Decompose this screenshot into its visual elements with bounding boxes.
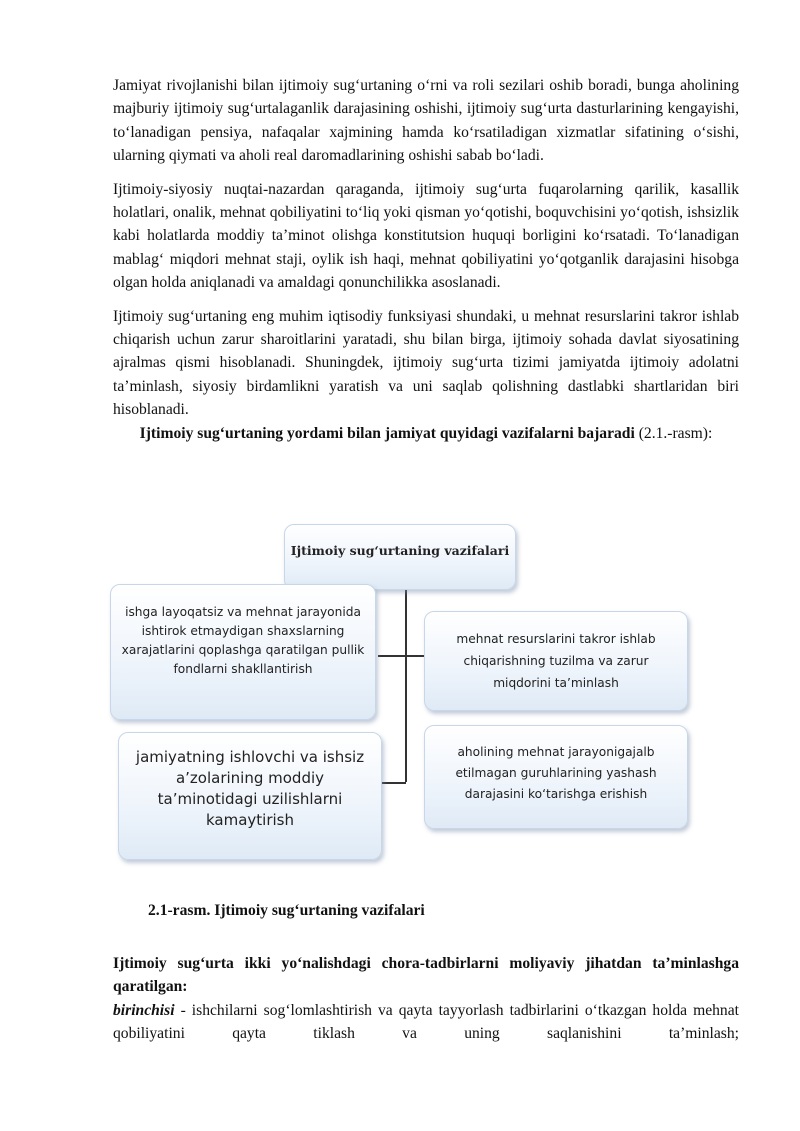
body-text [113, 74, 739, 445]
figure-caption: 2.1-rasm. Ijtimoiy sug‘urtaning vazifalari [148, 902, 425, 919]
diagram-intro-bold: Ijtimoiy sug‘urtaning yordami bilan jamiyat quyidagi vazifalarni bajaradi [139, 424, 635, 442]
bottom-text [113, 952, 739, 1046]
box-funds-formation [110, 584, 376, 720]
box-reduce-gaps [118, 732, 382, 860]
box-living-standard [424, 725, 688, 829]
paragraph-3: Ijtimoiy sug‘urtaning eng muhim iqtisodiy funksiyasi shundaki, u mehnat resurslarini takror ishlab chiqarish uchun zarur sharoitlarini yaratadi, shu bilan birga, ijtimoiy sohada davlat siyosatining ajralmas qismi hisoblanadi. Shuningdek, ijtimoiy sug‘urta tizimi jamiyatda ijtimoiy adolatni ta’minlash, siyosiy birdamlikni yaratish va uni saqlab qolishning dastlabki shartlaridan biri hisoblanadi. [113, 307, 739, 419]
connector-right-1 [406, 655, 426, 657]
diagram-title: Ijtimoiy sug‘urtaning vazifalari [290, 543, 510, 558]
first-direction-paragraph [113, 999, 739, 1046]
box-labor-resources [424, 611, 688, 711]
diagram-intro-ref: (2.1.-rasm): [634, 424, 713, 442]
paragraph-2: Ijtimoiy-siyosiy nuqtai-nazardan qaraganda, ijtimoiy sug‘urta fuqarolarning qarilik, kasallik holatlari, onalik, mehnat qobiliyatini to‘liq yoki qisman yo‘qotishi, boquvchisini yo‘qotish, ishsizlik kabi holatlarda moddiy ta’minot olishga konstitutsion huquqi borligini ko‘rsatadi. To‘lanadigan mablag‘ miqdori mehnat staji, oylik ish haqi, mehnat qobiliyatini yo‘qotganlik darajasini hisobga olgan holda aniqlanadi va amaldagi qonunchilikka asoslanadi. [113, 180, 739, 292]
paragraph-1: Jamiyat rivojlanishi bilan ijtimoiy sug‘urtaning o‘rni va roli sezilari oshib boradi, bunga aholining majburiy ijtimoiy sug‘urtalaganlik darajasining oshishi, ijtimoiy sug‘urta dasturlarining kengayishi, to‘lanadigan pensiya, nafaqalar xajmining hamda ko‘rsatiladigan xizmatlar sifatining o‘sishi, ularning qiymati va aholi real daromadlarining oshishi sabab bo‘ladi. [113, 77, 739, 165]
first-label: birinchisi [113, 1001, 175, 1019]
connector-left-2 [380, 782, 406, 784]
connector-left-1 [378, 655, 406, 657]
bottom-heading: Ijtimoiy sug‘urta ikki yo‘nalishdagi chora-tadbirlarni moliyaviy jihatdan ta’minlashga qaratilgan: [113, 955, 739, 996]
connector-vertical [405, 590, 407, 782]
diagram-intro-caption [113, 422, 739, 445]
box-funds-formation-text: ishga layoqatsiz va mehnat jarayonida ishtirok etmaydigan shaxslarning xarajatlarini qoplashga qaratilgan pullik fondlarni shakllantirish [121, 605, 365, 676]
box-reduce-gaps-text: jamiyatning ishlovchi va ishsiz a’zolarining moddiy ta’minotidagi uzilishlarni kamaytirish [135, 748, 365, 829]
first-text: - ishchilarni sog‘lomlashtirish va qayta tayyorlash tadbirlarini o‘tkazgan holda mehnat qobiliyatini qayta tiklash va uning saqlanishini ta’minlash; [113, 1001, 739, 1043]
functions-diagram [108, 524, 693, 864]
diagram-title-box [284, 524, 516, 590]
box-labor-resources-text: mehnat resurslarini takror ishlab chiqarishning tuzilma va zarur miqdorini ta’minlash [456, 632, 656, 690]
box-living-standard-text: aholining mehnat jarayonigajalb etilmagan guruhlarining yashash darajasini ko‘tarishga erishish [455, 744, 657, 801]
